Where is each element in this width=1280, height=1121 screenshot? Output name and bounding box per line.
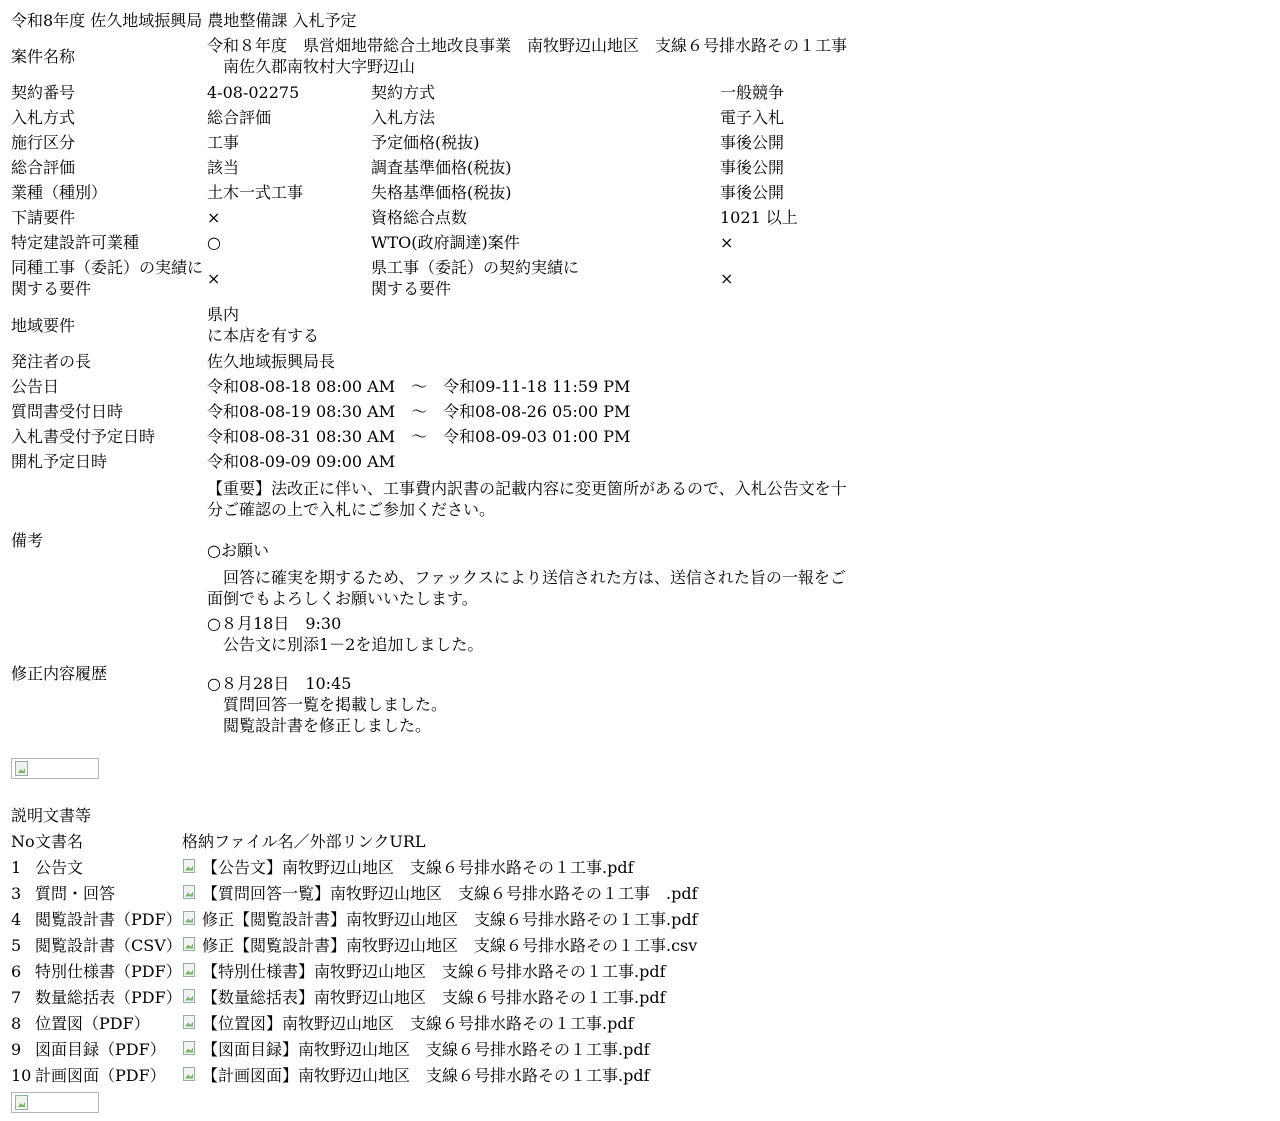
region-value-line1: 県内 — [207, 305, 240, 324]
request-line2: 面倒でもよろしくお願いいたします。 — [207, 589, 478, 608]
project-name-label: 案件名称 — [11, 46, 76, 66]
doc-file-link[interactable]: 【計画図面】南牧野辺山地区 支線６号排水路その１工事.pdf — [202, 1065, 650, 1085]
history-label: 修正内容履歴 — [11, 664, 108, 683]
info-key-label: 総合評価 — [11, 158, 76, 177]
info-key-label-2: 契約方式 — [371, 83, 436, 102]
info-value-2: 一般競争 — [720, 83, 785, 102]
doc-row — [11, 1062, 698, 1088]
similar-work-label-line1: 同種工事（委託）の実績に — [11, 258, 204, 277]
pref-work-label-line2: 関する要件 — [371, 279, 452, 298]
notice-date-value: 令和08-08-18 08:00 AM ～ 令和09-11-18 11:59 PM — [207, 377, 631, 396]
doc-row — [11, 906, 698, 932]
doc-no: 5 — [11, 935, 22, 955]
info-key-label: 入札方式 — [11, 108, 76, 127]
doc-no: 6 — [11, 961, 22, 981]
col-name-header: 文書名 — [35, 831, 84, 851]
info-row-question — [11, 399, 857, 424]
doc-name: 計画図面（PDF） — [35, 1065, 166, 1085]
important-notice — [207, 474, 857, 520]
info-value-2: × — [720, 233, 734, 252]
similar-work-value: × — [207, 268, 221, 288]
info-row-remarks — [11, 474, 857, 655]
info-key-label: 契約番号 — [11, 83, 76, 102]
file-type-icon — [182, 963, 198, 979]
file-type-icon — [182, 1015, 198, 1031]
info-row — [11, 180, 857, 205]
file-type-icon — [182, 989, 198, 1005]
doc-file-cell — [182, 984, 698, 1010]
broken-image-icon — [15, 761, 28, 776]
doc-row — [11, 984, 698, 1010]
region-value — [207, 301, 857, 349]
bid-period-label: 入札書受付予定日時 — [11, 427, 156, 446]
question-period-value: 令和08-08-19 08:30 AM ～ 令和08-08-26 05:00 PM — [207, 402, 631, 421]
opening-date-value: 令和08-09-09 09:00 AM — [207, 452, 396, 471]
info-rows — [11, 80, 857, 255]
doc-name: 位置図（PDF） — [35, 1013, 150, 1033]
pref-work-label-line1: 県工事（委託）の契約実績に — [371, 258, 580, 277]
file-type-icon — [182, 859, 198, 875]
doc-no: 3 — [11, 883, 22, 903]
doc-row — [11, 932, 698, 958]
info-row — [11, 205, 857, 230]
doc-name: 質問・回答 — [35, 883, 116, 903]
request-heading: ○お願い — [207, 541, 269, 560]
pref-work-label — [371, 255, 720, 301]
remarks-value — [207, 474, 857, 655]
info-value-2: 事後公開 — [720, 158, 785, 177]
info-row — [11, 80, 857, 105]
doc-no: 1 — [11, 857, 22, 877]
project-name-line1: 令和８年度 県営畑地帯総合土地改良事業 南牧野辺山地区 支線６号排水路その１工事 — [207, 36, 848, 55]
orderer-label: 発注者の長 — [11, 352, 92, 371]
history-line2: 閲覧設計書を修正しました。 — [223, 716, 432, 735]
doc-file-cell — [182, 880, 698, 906]
doc-no: 9 — [11, 1039, 22, 1059]
history-value — [207, 655, 857, 736]
doc-name: 図面目録（PDF） — [35, 1039, 166, 1059]
opening-date-label: 開札予定日時 — [11, 452, 108, 471]
important-line1: 【重要】法改正に伴い、工事費内訳書の記載内容に変更箇所があるので、入札公告文を十 — [207, 479, 847, 498]
broken-image-top — [11, 758, 99, 779]
info-row-experience — [11, 255, 857, 301]
docs-header-row — [11, 828, 698, 854]
doc-file-link[interactable]: 修正【閲覧設計書】南牧野辺山地区 支線６号排水路その１工事.pdf — [202, 909, 698, 929]
orderer-value: 佐久地域振興局長 — [207, 352, 336, 371]
info-key-label-2: 失格基準価格(税抜) — [371, 183, 512, 202]
file-type-icon — [182, 1041, 198, 1057]
doc-file-cell — [182, 1036, 698, 1062]
history-line1: 質問回答一覧を掲載しました。 — [223, 695, 448, 714]
info-row — [11, 130, 857, 155]
info-key-label-2: 入札方法 — [371, 108, 436, 127]
file-type-icon — [182, 1067, 198, 1083]
doc-row — [11, 854, 698, 880]
doc-name: 公告文 — [35, 857, 84, 877]
doc-file-link[interactable]: 【図面目録】南牧野辺山地区 支線６号排水路その１工事.pdf — [202, 1039, 650, 1059]
col-no-header: No — [11, 831, 35, 851]
doc-no: 7 — [11, 987, 22, 1007]
doc-row — [11, 1010, 698, 1036]
info-row — [11, 230, 857, 255]
docs-rows — [11, 854, 698, 1088]
region-label: 地域要件 — [11, 315, 76, 335]
doc-name: 特別仕様書（PDF） — [35, 961, 182, 981]
doc-file-cell — [182, 854, 698, 880]
notice-date-label: 公告日 — [11, 377, 60, 396]
info-row — [11, 155, 857, 180]
doc-row — [11, 1036, 698, 1062]
doc-file-link[interactable]: 【質問回答一覧】南牧野辺山地区 支線６号排水路その１工事 .pdf — [202, 883, 698, 903]
info-key-label: 下請要件 — [11, 208, 76, 227]
important-line2: 分ご確認の上で入札にご参加ください。 — [207, 500, 496, 519]
info-key-label: 業種（種別） — [11, 183, 108, 202]
bid-period-value: 令和08-08-31 08:30 AM ～ 令和08-09-03 01:00 PM — [207, 427, 631, 446]
file-type-icon — [182, 911, 198, 927]
info-value-2: 1021 以上 — [720, 208, 798, 227]
page-title: 令和8年度 佐久地域振興局 農地整備課 入札予定 — [11, 11, 357, 30]
update-0818-text: 公告文に別添1－2を追加しました。 — [223, 635, 484, 654]
doc-file-cell — [182, 958, 698, 984]
doc-file-link[interactable]: 【数量総括表】南牧野辺山地区 支線６号排水路その１工事.pdf — [202, 987, 666, 1007]
info-value-2: 事後公開 — [720, 133, 785, 152]
doc-file-link[interactable]: 【位置図】南牧野辺山地区 支線６号排水路その１工事.pdf — [202, 1013, 634, 1033]
info-key-label-2: 予定価格(税抜) — [371, 133, 480, 152]
doc-file-link[interactable]: 【公告文】南牧野辺山地区 支線６号排水路その１工事.pdf — [202, 857, 634, 877]
info-value: ○ — [207, 233, 221, 252]
info-key-label-2: 資格総合点数 — [371, 208, 468, 227]
info-value-2: 事後公開 — [720, 183, 785, 202]
update-0818-heading: ○８月18日 9:30 — [207, 614, 342, 633]
info-row-notice — [11, 374, 857, 399]
info-row — [11, 105, 857, 130]
doc-row — [11, 958, 698, 984]
doc-no: 4 — [11, 909, 22, 929]
remarks-label: 備考 — [11, 531, 44, 550]
doc-file-cell — [182, 932, 698, 958]
info-value: 工事 — [207, 133, 240, 152]
file-type-icon — [182, 937, 198, 953]
bid-info-table — [11, 32, 857, 736]
doc-no: 8 — [11, 1013, 22, 1033]
doc-name: 閲覧設計書（CSV） — [35, 935, 182, 955]
doc-file-cell — [182, 906, 698, 932]
info-value: 総合評価 — [207, 108, 272, 127]
info-value: × — [207, 208, 221, 227]
info-key-label-2: 調査基準価格(税抜) — [371, 158, 512, 177]
doc-name: 閲覧設計書（PDF） — [35, 909, 182, 929]
broken-image-icon — [15, 1095, 28, 1110]
doc-name: 数量総括表（PDF） — [35, 987, 182, 1007]
info-key-label: 施行区分 — [11, 133, 76, 152]
info-key-label: 特定建設許可業種 — [11, 233, 140, 252]
info-value: 4-08-02275 — [207, 83, 300, 102]
info-row-history — [11, 655, 857, 736]
info-row-orderer — [11, 349, 857, 374]
info-row-region — [11, 301, 857, 349]
doc-row — [11, 880, 698, 906]
docs-table — [11, 828, 698, 1088]
doc-file-cell — [182, 1010, 698, 1036]
doc-file-link[interactable]: 修正【閲覧設計書】南牧野辺山地区 支線６号排水路その１工事.csv — [202, 935, 698, 955]
project-name-value — [207, 32, 857, 80]
info-row-bid — [11, 424, 857, 449]
similar-work-label-line2: 関する要件 — [11, 279, 92, 298]
doc-file-cell — [182, 1062, 698, 1088]
docs-section-title: 説明文書等 — [11, 806, 92, 825]
broken-image-bottom — [11, 1092, 99, 1113]
info-row-project-name — [11, 32, 857, 80]
project-location: 南佐久郡南牧村大字野辺山 — [223, 57, 416, 76]
region-value-line2: に本店を有する — [207, 326, 320, 345]
similar-work-label — [11, 255, 207, 301]
info-value: 該当 — [207, 158, 240, 177]
doc-file-link[interactable]: 【特別仕様書】南牧野辺山地区 支線６号排水路その１工事.pdf — [202, 961, 666, 981]
info-value: 土木一式工事 — [207, 183, 304, 202]
page-container — [11, 10, 1271, 1113]
col-file-header: 格納ファイル名／外部リンクURL — [182, 831, 426, 851]
info-value-2: 電子入札 — [720, 108, 785, 127]
info-key-label-2: WTO(政府調達)案件 — [371, 233, 520, 252]
doc-no: 10 — [11, 1065, 32, 1085]
info-row-opening — [11, 449, 857, 474]
pref-work-value: × — [720, 268, 734, 288]
history-0828-heading: ○８月28日 10:45 — [207, 674, 352, 693]
file-type-icon — [182, 885, 198, 901]
question-period-label: 質問書受付日時 — [11, 402, 124, 421]
request-line1: 回答に確実を期するため、ファックスにより送信された方は、送信された旨の一報をご — [223, 568, 846, 587]
